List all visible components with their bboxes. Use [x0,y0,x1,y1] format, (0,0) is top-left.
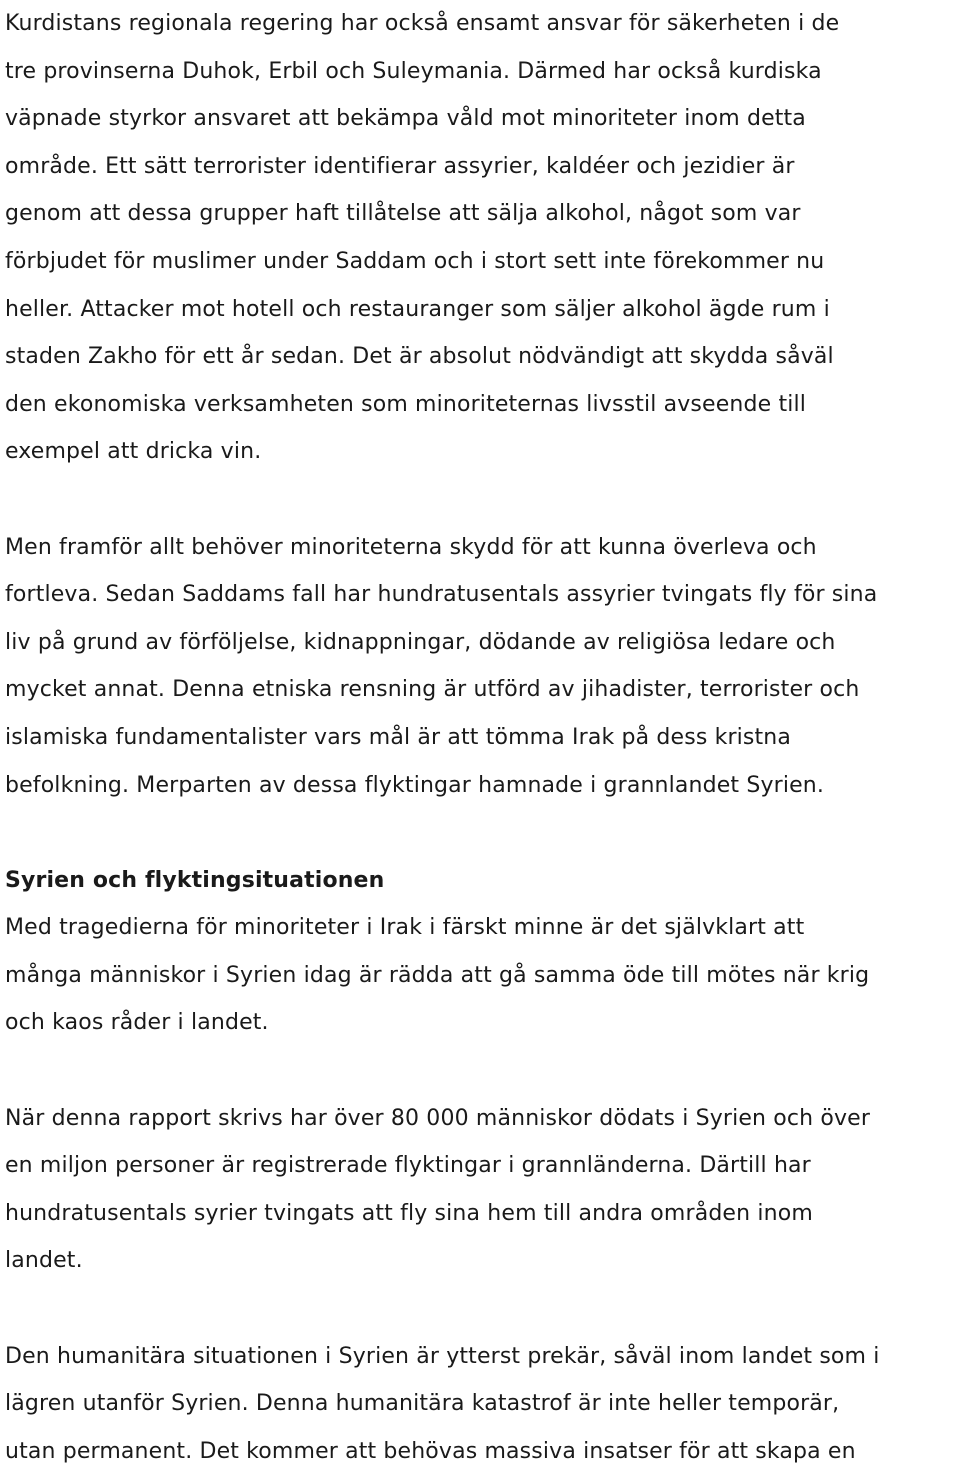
text-line: Kurdistans regionala regering har också ensamt ansvar för säkerheten i de [5,11,840,36]
paragraph-refugee-figures [5,1095,960,1285]
paragraph-minority-protection [5,524,960,810]
paragraph-spacer [5,1285,960,1333]
text-line: landet. [5,1248,83,1274]
document-page [5,0,960,1475]
text-line: lägren utanför Syrien. Denna humanitära katastrof är inte heller temporär, [5,1391,840,1417]
text-line: många människor i Syrien idag är rädda att gå samma öde till mötes när krig [5,962,870,988]
paragraph-humanitarian-situation [5,1333,960,1475]
text-line: utan permanent. Det kommer att behövas massiva insatser för att skapa en [5,1438,856,1464]
text-line: väpnade styrkor ansvaret att bekämpa våld mot minoriteter inom detta [5,106,806,132]
text-line: Med tragedierna för minoriteter i Irak i färskt minne är det självklart att [5,915,805,941]
text-line: Men framför allt behöver minoriteterna skydd för att kunna överleva och [5,534,817,560]
paragraph-spacer [5,809,960,857]
paragraph-spacer [5,1047,960,1095]
text-line: fortleva. Sedan Saddams fall har hundratusentals assyrier tvingats fly för sina [5,582,878,608]
text-line: liv på grund av förföljelse, kidnappningar, dödande av religiösa ledare och [5,629,836,655]
text-line: förbjudet för muslimer under Saddam och i stort sett inte förekommer nu [5,248,825,274]
text-line: tre provinserna Duhok, Erbil och Suleymania. Därmed har också kurdiska [5,58,822,84]
text-line: islamiska fundamentalister vars mål är att tömma Irak på dess kristna [5,724,792,750]
text-line: den ekonomiska verksamheten som minoriteternas livsstil avseende till [5,391,807,417]
text-line: och kaos råder i landet. [5,1010,269,1036]
text-line: genom att dessa grupper haft tillåtelse att sälja alkohol, något som var [5,201,801,227]
text-line: mycket annat. Denna etniska rensning är utförd av jihadister, terrorister och [5,677,860,703]
text-line: heller. Attacker mot hotell och restauranger som säljer alkohol ägde rum i [5,296,830,322]
text-line: en miljon personer är registrerade flyktingar i grannländerna. Därtill har [5,1153,811,1179]
text-line: staden Zakho för ett år sedan. Det är absolut nödvändigt att skydda såväl [5,344,834,370]
paragraph-spacer [5,476,960,524]
text-line: Den humanitära situationen i Syrien är ytterst prekär, såväl inom landet som i [5,1343,880,1369]
text-line: När denna rapport skrivs har över 80 000 människor dödats i Syrien och över [5,1105,871,1131]
paragraph-security-responsibility [5,0,960,476]
text-line: befolkning. Merparten av dessa flyktingar hamnade i grannlandet Syrien. [5,772,825,798]
paragraph-syria-fear [5,904,960,1047]
section-heading: Syrien och flyktingsituationen [5,867,385,893]
text-line: hundratusentals syrier tvingats att fly sina hem till andra områden inom [5,1200,813,1226]
text-line: exempel att dricka vin. [5,439,262,465]
text-line: område. Ett sätt terrorister identifierar assyrier, kaldéer och jezidier är [5,153,795,179]
